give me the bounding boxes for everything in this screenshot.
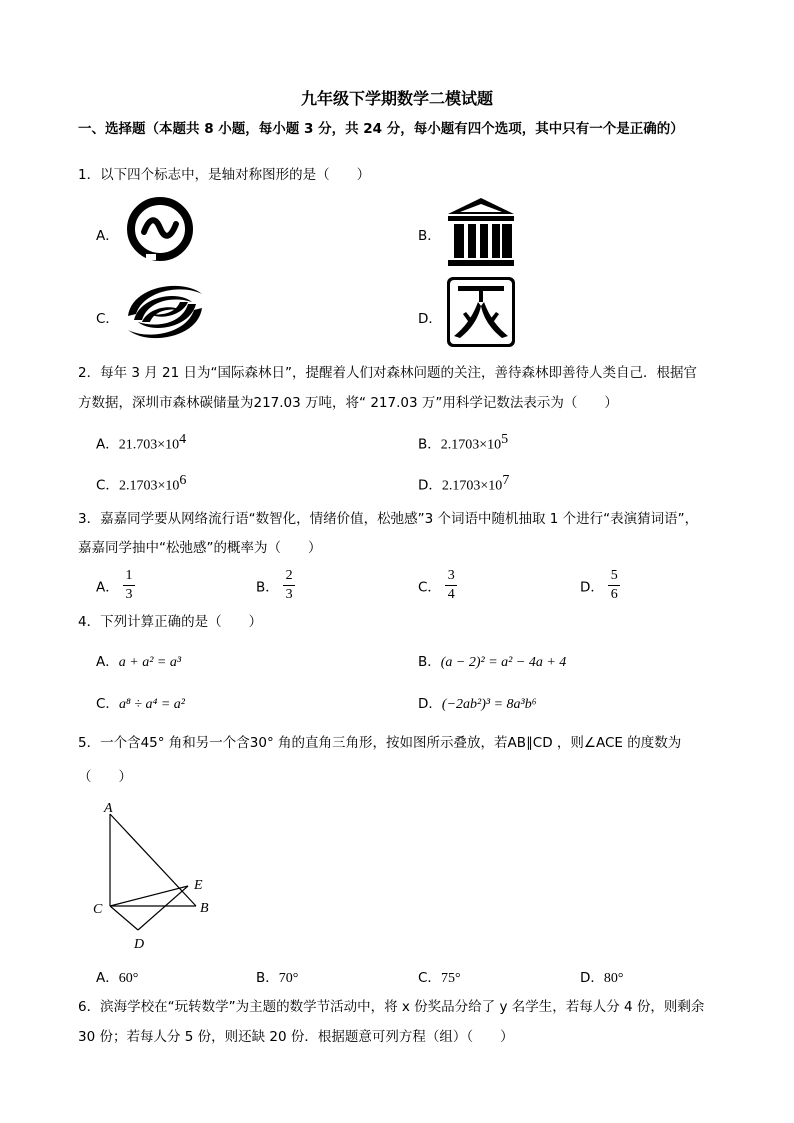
q4-option-a: A．a + a² = a³ — [96, 654, 182, 670]
q5-option-d: D．80° — [580, 970, 624, 986]
q3-option-a: A． $\frac{1}{3}$ — [96, 568, 135, 603]
q3-option-b: B． $\frac{2}{3}$ — [256, 568, 295, 603]
q2-option-a: A．$21.703\times 10^4$ — [96, 432, 187, 453]
q2-option-c: C．$2.1703\times 10^6$ — [96, 473, 187, 494]
logo-a-icon — [124, 196, 196, 262]
q1-option-b-label: B． — [418, 228, 441, 244]
q6-stem-line2: 30 份；若每人分 5 份，则还缺 20 份．根据题意可列方程（组）（ ） — [78, 1029, 514, 1045]
q2-option-d: D．$2.1703\times 10^7$ — [418, 473, 510, 494]
q2-stem-line1: 2．每年 3 月 21 日为“国际森林日”，提醒着人们对森林问题的关注，善待森林即善待人类自己．根据官 — [78, 365, 698, 381]
q5-stem-line1: 5．一个含45° 角和另一个含30° 角的直角三角形，按如图所示叠放，若AB∥CD ，则∠ACE 的度数为 — [78, 735, 682, 751]
point-label-c: C — [93, 902, 103, 917]
q3-option-c: C． $\frac{3}{4}$ — [418, 568, 457, 603]
q6-stem-line1: 6．滨海学校在“玩转数学”为主题的数学节活动中，将 x 份奖品分给了 y 名学生，若每人分 4 份，则剩余 — [78, 999, 705, 1015]
q5-option-c: C．75° — [418, 970, 461, 986]
point-label-e: E — [194, 878, 203, 893]
q1-option-c-label: C． — [96, 311, 119, 327]
q2-option-b: B．$2.1703\times 10^5$ — [418, 432, 509, 453]
point-label-a: A — [104, 801, 113, 816]
point-label-b: B — [200, 901, 209, 916]
q1-stem: 1．以下四个标志中，是轴对称图形的是（ ） — [78, 167, 371, 183]
q1-option-d-label: D． — [418, 311, 442, 327]
section-heading: 一、选择题（本题共 8 小题，每小题 3 分，共 24 分，每小题有四个选项，其中只有一个是正确的） — [78, 121, 684, 137]
q5-stem-line2: （ ） — [78, 769, 132, 785]
q3-stem-line2: 嘉嘉同学抽中“松弛感”的概率为（ ） — [78, 540, 322, 556]
q5-option-a: A．60° — [96, 970, 139, 986]
q4-option-b: B．(a − 2)² = a² − 4a + 4 — [418, 654, 567, 670]
point-label-d: D — [134, 937, 145, 952]
q4-stem: 4．下列计算正确的是（ ） — [78, 614, 263, 630]
q3-option-d: D． $\frac{5}{6}$ — [580, 568, 620, 603]
page-title: 九年级下学期数学二模试题 — [300, 89, 493, 108]
q5-option-b: B．70° — [256, 970, 299, 986]
q3-stem-line1: 3．嘉嘉同学要从网络流行语“数智化，情绪价值，松弛感”3 个词语中随机抽取 1 个进行“表演猜词语”， — [78, 511, 699, 527]
triangle-figure — [90, 798, 230, 956]
swirl-logo-icon — [122, 276, 208, 348]
q2-stem-line2: 方数据，深圳市森林碳储量为217.03 万吨，将“ 217.03 万”用科学记数法表示为（ ） — [78, 395, 618, 411]
seal-logo-icon — [446, 276, 516, 348]
q1-option-a-label: A． — [96, 228, 119, 244]
q4-option-d: D．(−2ab²)³ = 8a³b⁶ — [418, 696, 537, 712]
museum-icon — [446, 196, 516, 268]
q4-option-c: C．a⁸ ÷ a⁴ = a² — [96, 696, 185, 712]
